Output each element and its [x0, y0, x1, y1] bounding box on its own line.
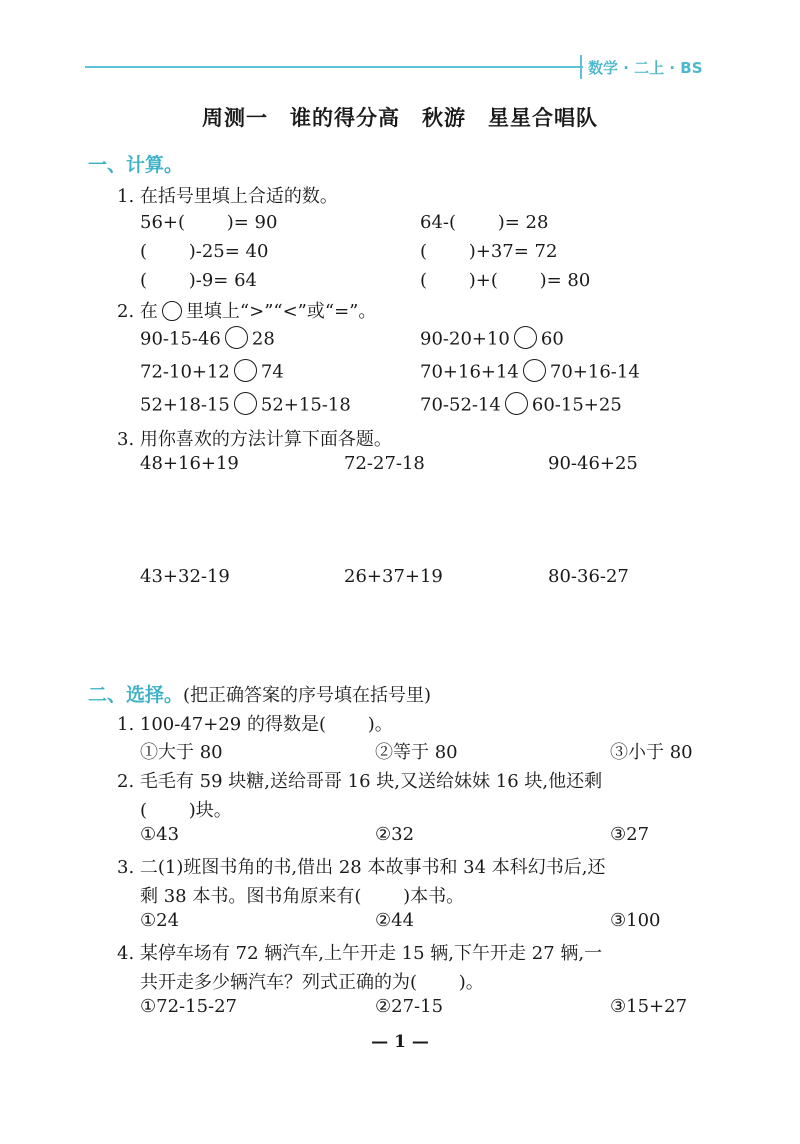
q3-prompt: 3. 用你喜欢的方法计算下面各题。 — [117, 429, 392, 450]
q2-item — [420, 361, 640, 384]
q2-left: 90-15-46 — [140, 328, 221, 350]
q2-left: 70-52-14 — [420, 394, 501, 416]
q2-left: 90-20+10 — [420, 328, 510, 350]
header-divider — [580, 55, 582, 79]
mc-question: 1. 100-47+29 的得数是( )。 — [117, 714, 393, 735]
q3-item: 90-46+25 — [548, 453, 638, 474]
compare-circle[interactable] — [514, 326, 537, 349]
q1-item: ( )+( )= 80 — [420, 270, 591, 291]
q2-item — [140, 328, 275, 351]
mc-question-cont: ( )块。 — [140, 800, 232, 821]
q2-prompt-after: 里填上“>”“<”或“=”。 — [185, 301, 377, 322]
mc-option: ③100 — [610, 910, 661, 931]
mc-option: ②44 — [375, 910, 415, 931]
q3-item: 80-36-27 — [548, 566, 629, 587]
mc-option: ③27 — [610, 824, 650, 845]
mc-option: ①大于 80 — [140, 742, 223, 763]
q2-item — [420, 394, 622, 417]
mc-question: 2. 毛毛有 59 块糖,送给哥哥 16 块,又送给妹妹 16 块,他还剩 — [117, 771, 603, 792]
mc-option: ①24 — [140, 910, 180, 931]
q2-item — [140, 361, 284, 384]
mc-option: ②32 — [375, 824, 415, 845]
q2-right: 60 — [540, 328, 564, 350]
q2-item — [140, 394, 351, 417]
q2-left: 72-10+12 — [140, 361, 230, 383]
q2-prompt — [117, 297, 376, 323]
q2-right: 70+16-14 — [549, 361, 640, 383]
q3-item: 72-27-18 — [344, 453, 425, 474]
q2-right: 74 — [260, 361, 284, 383]
page-title: 周测一 谁的得分高 秋游 星星合唱队 — [202, 105, 598, 130]
mc-option: ②27-15 — [375, 996, 444, 1017]
mc-option: ③15+27 — [610, 996, 688, 1017]
q1-item: 56+( )= 90 — [140, 212, 278, 233]
mc-option: ②等于 80 — [375, 742, 458, 763]
q2-right: 28 — [251, 328, 275, 350]
header-subject: 数学 · 二上 · BS — [588, 59, 703, 77]
section2-heading — [88, 680, 431, 707]
mc-option: ①43 — [140, 824, 180, 845]
q2-item — [420, 328, 564, 351]
q2-right: 60-15+25 — [531, 394, 622, 416]
compare-circle[interactable] — [225, 326, 248, 349]
header-rule — [85, 66, 583, 68]
q3-item: 26+37+19 — [344, 566, 443, 587]
q3-item: 43+32-19 — [140, 566, 230, 587]
q2-prompt-before: 2. 在 — [117, 301, 158, 322]
mc-question-cont: 剩 38 本书。图书角原来有( )本书。 — [140, 886, 465, 907]
q3-item: 48+16+19 — [140, 453, 239, 474]
compare-circle[interactable] — [234, 392, 257, 415]
mc-question: 3. 二(1)班图书角的书,借出 28 本故事书和 34 本科幻书后,还 — [117, 857, 606, 878]
page-number: — 1 — — [371, 1032, 429, 1052]
compare-circle[interactable] — [234, 359, 257, 382]
section1-heading: 一、计算。 — [88, 154, 184, 176]
compare-circle-icon — [162, 301, 182, 321]
q1-prompt: 1. 在括号里填上合适的数。 — [117, 186, 338, 207]
section2-note: (把正确答案的序号填在括号里) — [183, 685, 432, 706]
q1-item: ( )-9= 64 — [140, 270, 258, 291]
mc-option: ③小于 80 — [610, 742, 693, 763]
mc-option: ①72-15-27 — [140, 996, 238, 1017]
q2-left: 70+16+14 — [420, 361, 519, 383]
mc-question-cont: 共开走多少辆汽车？列式正确的为( )。 — [140, 972, 484, 993]
q1-item: 64-( )= 28 — [420, 212, 549, 233]
q1-item: ( )-25= 40 — [140, 241, 269, 262]
mc-question: 4. 某停车场有 72 辆汽车,上午开走 15 辆,下午开走 27 辆,一 — [117, 943, 603, 964]
q2-left: 52+18-15 — [140, 394, 230, 416]
compare-circle[interactable] — [523, 359, 546, 382]
q1-item: ( )+37= 72 — [420, 241, 558, 262]
compare-circle[interactable] — [505, 392, 528, 415]
section2-title: 二、选择。 — [88, 684, 184, 706]
q2-right: 52+15-18 — [260, 394, 351, 416]
